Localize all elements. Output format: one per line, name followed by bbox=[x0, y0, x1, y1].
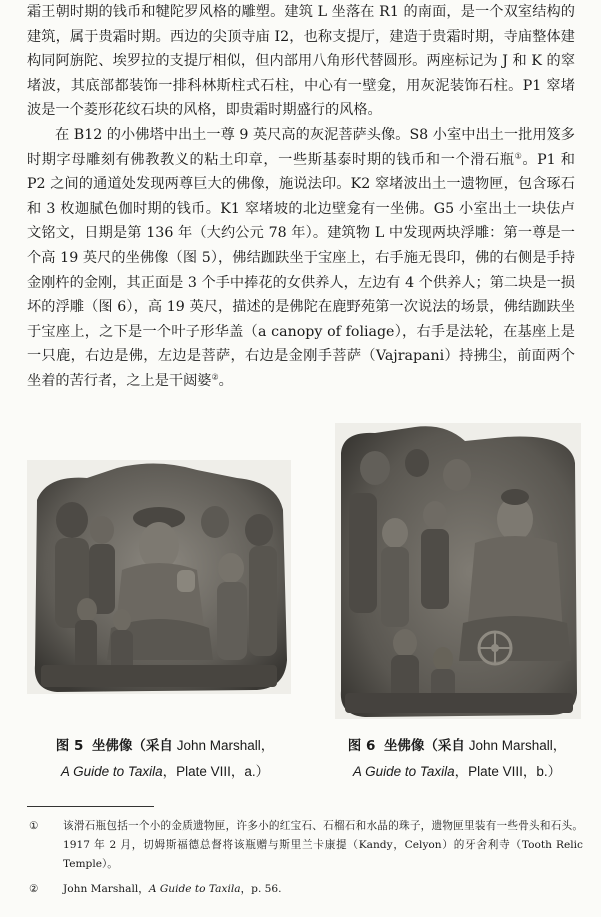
footnote-2-mark: ② bbox=[29, 883, 39, 895]
footnote-divider bbox=[27, 806, 154, 807]
figure-5-book: A Guide to Taxila bbox=[60, 764, 163, 779]
footnote-2-text bbox=[63, 880, 583, 899]
figure-6-author: John Marshall， bbox=[464, 738, 567, 753]
footnote-2-author: John Marshall， bbox=[63, 883, 149, 895]
paragraph-2-part-a: 在 B12 的小佛塔中出土一尊 9 英尺高的灰泥菩萨头像。S8 小室中出土一批用笈多时期字母雕刻有佛教教义的粘土印章，一些斯基泰时期的钱币和一个滑石瓶 bbox=[27, 127, 575, 168]
figure-5-caption bbox=[20, 733, 310, 785]
footnote-1-mark: ① bbox=[29, 820, 39, 832]
figure-6-title: 坐佛像（采自 bbox=[383, 738, 465, 754]
paragraph-2 bbox=[27, 123, 575, 394]
figure-5-caption-line-1 bbox=[20, 733, 310, 759]
figure-5-label: 图 5 bbox=[55, 738, 84, 754]
figure-5-title: 坐佛像（采自 bbox=[91, 738, 173, 754]
figure-5-relief-photo bbox=[27, 460, 291, 694]
figure-6-plate: ，Plate VIII，b.） bbox=[454, 764, 562, 779]
paragraph-2-part-b: 。P1 和 P2 之间的通道处发现两尊巨大的佛像，施说法印。K2 窣堵波出土一遗物匣，包含琢石和 3 枚迦腻色伽时期的钱币。K1 窣堵坡的北边壁龛有一坐佛。G5 小室出土一块佉卢文铭文，日期是第 136 年（大约公元 78 年）。建筑物 L 中发现两块浮雕：第一尊是一个高 19 英尺的坐佛像（图 5），佛结跏趺坐于宝座上，右手施无畏印，佛的右侧是手持金刚杵的金刚，其正面是 3 个手中捧花的女供养人，左边有 4 个供养人；第二块是一损坏的浮雕（图 6），高 19 英尺，描述的是佛陀在鹿野苑第一次说法的场景，佛结跏趺坐于宝座上，之下是一个叶子形华盖（a canopy of foliage），右手是法轮，在基座上是一只鹿，右边是佛，左边是菩萨，右边是金刚手菩萨（Vajrapani）持拂尘，前面两个坐着的苦行者，之上是干闼婆 bbox=[27, 151, 575, 389]
body-text bbox=[27, 0, 575, 123]
footnote-1-text: 该滑石瓶包括一个小的金质遗物匣，许多小的红宝石、石榴石和水晶的珠子，遗物匣里装有一些骨头和石头。1917 年 2 月，切姆斯福德总督将该瓶赠与斯里兰卡康提（Kandy，Celyon）的牙舍利寺（Tooth Relic Temple）。 bbox=[63, 820, 583, 870]
figure-5-plate: ，Plate VIII，a.） bbox=[162, 764, 270, 779]
footnote-ref-1[interactable]: ① bbox=[514, 150, 523, 160]
footnote-ref-2[interactable]: ② bbox=[211, 372, 219, 382]
figure-6-caption-line-2 bbox=[322, 759, 592, 785]
figure-6-caption bbox=[322, 733, 592, 785]
figure-6-book: A Guide to Taxila bbox=[352, 764, 455, 779]
body-text-2 bbox=[27, 123, 575, 394]
footnotes bbox=[27, 817, 583, 899]
figure-6-label: 图 6 bbox=[347, 738, 376, 754]
footnote-2-page: ，p. 56. bbox=[240, 883, 282, 895]
figure-6-relief-photo bbox=[335, 423, 581, 719]
seated-buddha-relief-a-image bbox=[27, 460, 291, 694]
footnote-2 bbox=[27, 880, 583, 899]
paragraph-2-part-c: 。 bbox=[218, 372, 233, 389]
figure-5-author: John Marshall， bbox=[172, 738, 275, 753]
paragraph-1: 霜王朝时期的钱币和犍陀罗风格的雕塑。建筑 L 坐落在 R1 的南面，是一个双室结构的建筑，属于贵霜时期。西边的尖顶寺庙 I2，也称支提厅，建造于贵霜时期，寺庙整体建构同阿旃陀、埃罗拉的支提厅相似，但内部用八角形代替圆形。两座标记为 J 和 K 的窣堵波，其底部都装饰一排科林斯柱式石柱，中心有一壁龛，用灰泥装饰石柱。P1 窣堵波是一个菱形花纹石块的风格，即贵霜时期盛行的风格。 bbox=[27, 4, 575, 119]
figure-5-caption-line-2 bbox=[20, 759, 310, 785]
seated-buddha-relief-b-image bbox=[335, 423, 581, 719]
figure-6-caption-line-1 bbox=[322, 733, 592, 759]
footnote-1 bbox=[27, 817, 583, 874]
footnote-2-book: A Guide to Taxila bbox=[148, 883, 241, 895]
